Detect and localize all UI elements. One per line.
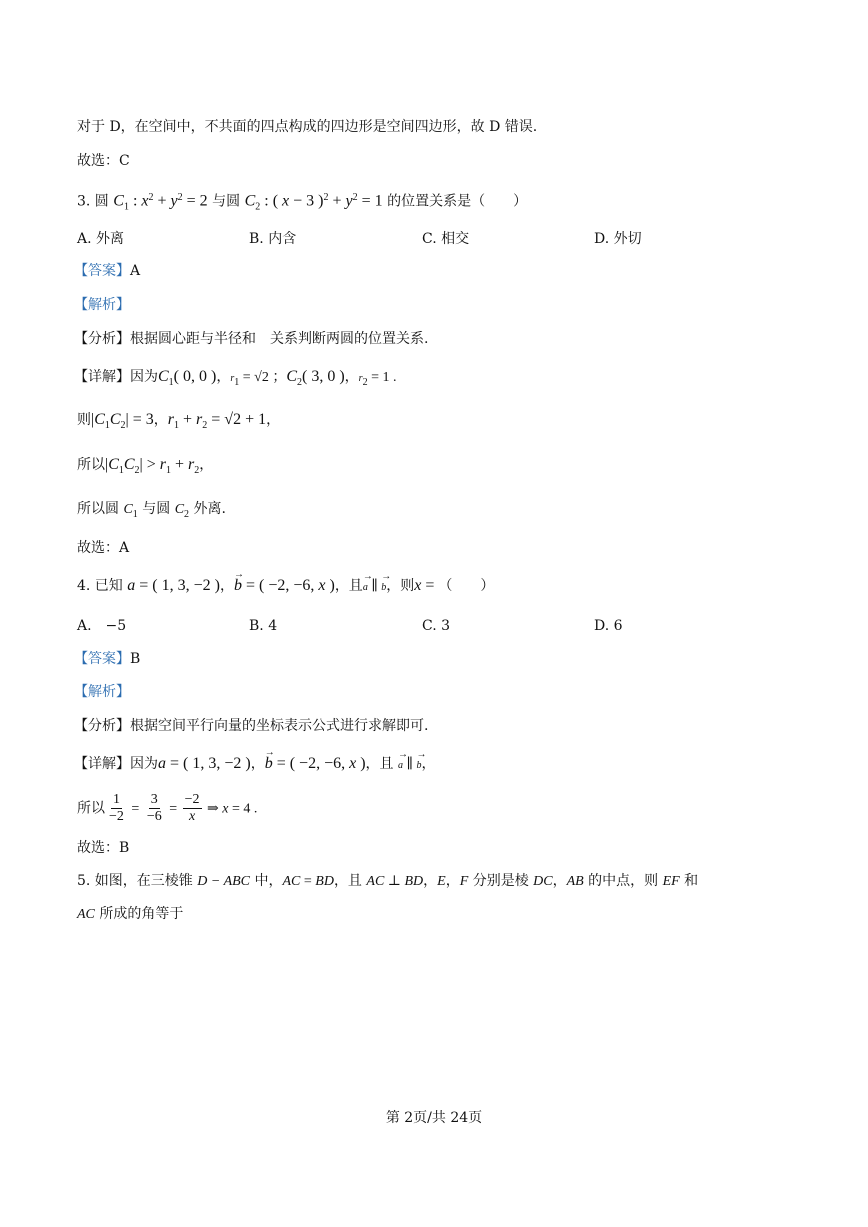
option-a: A. −5 [77,618,127,634]
question-3: 3. 圆 $C_1$ : $x^2 + y^2 = 2$ 与圆 $C_2$ : ( x − 3 )$^2 + y^2 = 1$ 的位置关系是（ ） [77,192,528,213]
option-b: B. 4 [249,618,278,634]
derivation-line: 所以$|C_1C_2| > r_1 + r_2$， [77,456,214,476]
conclusion-line: 所以圆 $C_1$ 与圆 $C_2$ 外离. [77,501,226,520]
text-line: 故选：B [77,840,130,856]
answer-line: 【答案】A [74,263,141,279]
option-c: C. 相交 [422,231,470,247]
text-line: 故选：C [77,153,130,169]
derivation-line: 所以 $\frac{1}{-2}$ = $\frac{3}{-6}$ = $\frac{-2}{x}$ ⇒ x = 4 . [77,792,258,824]
option-b: B. 内含 [249,231,297,247]
option-d: D. 6 [594,618,623,634]
analysis-tag: 【解析】 [74,297,130,313]
text-line: 故选：A [77,540,130,556]
page-footer: 第 2页/共 24页 [385,1110,483,1126]
xiangjie-line: 【详解】因为a = ( 1, 3, −2 )，→ b = ( −2, −6, x )，且 → a ∥ → b， [74,754,435,776]
option-c: C. 3 [422,618,451,634]
option-d: D. 外切 [594,231,642,247]
fenxi-line: 【分析】根据圆心距与半径和 关系判断两圆的位置关系. [74,331,429,347]
answer-tag: 【答案】 [74,263,130,279]
derivation-line: 则$|C_1C_2| = 3$，$r_1 + r_2 = √2 + 1$， [77,411,281,431]
option-a: A. 外离 [77,231,125,247]
text-line: 对于 D，在空间中，不共面的四点构成的四边形是空间四边形，故 D 错误. [77,119,538,135]
fenxi-line: 【分析】根据空间平行向量的坐标表示公式进行求解即可. [74,718,429,734]
xiangjie-line: 【详解】因为$C_1$( 0, 0 )，$r_1 = √2$ ；$C_2$( 3, 0 )，$r_2 = 1$ . [74,368,397,388]
analysis-tag: 【解析】 [74,684,130,700]
question-5-cont: AC 所成的角等于 [77,906,184,922]
answer-line: 【答案】B [74,651,141,667]
question-4: 4. 已知 a = ( 1, 3, −2 )，→ b = ( −2, −6, x )，且→ a ∥ → b，则x = （ ） [77,576,494,598]
answer-tag: 【答案】 [74,651,130,667]
question-5: 5. 如图，在三棱锥 D − ABC 中，AC = BD，且 AC ⊥ BD，E，F 分别是棱 DC，AB 的中点，则 EF 和 [77,873,699,889]
